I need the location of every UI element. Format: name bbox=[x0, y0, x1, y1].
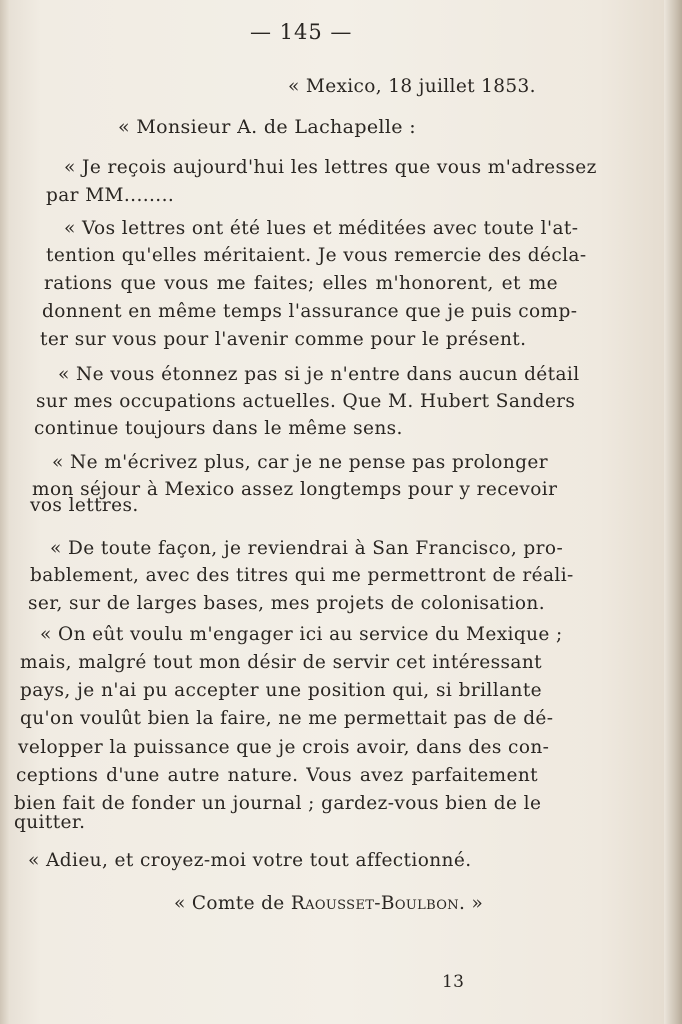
dateline: « Mexico, 18 juillet 1853. bbox=[288, 76, 536, 97]
text-line: velopper la puissance que je crois avoir, dans des con- bbox=[18, 737, 550, 758]
text-line: « Ne m'écrivez plus, car je ne pense pas prolonger bbox=[52, 452, 548, 473]
text-line: ter sur vous pour l'avenir comme pour le présent. bbox=[40, 329, 527, 350]
text-line: ceptions d'une autre nature. Vous avez parfaitement bbox=[16, 765, 538, 786]
text-line: pays, je n'ai pu accepter une position qui, si brillante bbox=[20, 680, 542, 701]
text-line: « Vos lettres ont été lues et méditées avec toute l'at- bbox=[64, 218, 579, 239]
text-line: bien fait de fonder un journal ; gardez-vous bien de le bbox=[14, 793, 542, 814]
text-line: vos lettres. bbox=[30, 495, 139, 516]
page-number: — 145 — bbox=[250, 20, 353, 44]
page-right-edge bbox=[664, 0, 682, 1024]
text-line: tention qu'elles méritaient. Je vous remercie des décla- bbox=[46, 245, 587, 266]
signature-mark: 13 bbox=[442, 972, 465, 992]
text-line: sur mes occupations actuelles. Que M. Hubert Sanders bbox=[36, 391, 576, 412]
text-line: mais, malgré tout mon désir de servir cet intéressant bbox=[20, 652, 542, 673]
page-left-edge bbox=[0, 0, 10, 1024]
text-line: continue toujours dans le même sens. bbox=[34, 418, 403, 439]
text-line: donnent en même temps l'assurance que je puis comp- bbox=[42, 301, 578, 322]
text-line: « De toute façon, je reviendrai à San Francisco, pro- bbox=[50, 538, 564, 559]
signature-suffix: . » bbox=[459, 893, 484, 914]
text-line: « On eût voulu m'engager ici au service du Mexique ; bbox=[40, 624, 563, 645]
text-line: quitter. bbox=[14, 812, 86, 833]
text-line: bablement, avec des titres qui me permettront de réali- bbox=[30, 565, 574, 586]
text-line: qu'on voulût bien la faire, ne me permettait pas de dé- bbox=[20, 708, 554, 729]
text-line: mon séjour à Mexico assez longtemps pour y recevoir bbox=[32, 479, 558, 500]
text-line: rations que vous me faites; elles m'honorent, et me bbox=[44, 273, 558, 294]
signature-prefix: « Comte de bbox=[174, 893, 291, 914]
signature-name: Raousset-Boulbon bbox=[290, 893, 460, 914]
text-line: par MM........ bbox=[46, 185, 175, 206]
text-line: « Ne vous étonnez pas si je n'entre dans aucun détail bbox=[58, 364, 580, 385]
signature bbox=[174, 893, 483, 914]
salutation: « Monsieur A. de Lachapelle : bbox=[118, 116, 417, 138]
text-line: ser, sur de larges bases, mes projets de colonisation. bbox=[28, 593, 545, 614]
text-line: « Je reçois aujourd'hui les lettres que vous m'adressez bbox=[64, 157, 597, 178]
text-line: « Adieu, et croyez-moi votre tout affectionné. bbox=[28, 850, 472, 871]
